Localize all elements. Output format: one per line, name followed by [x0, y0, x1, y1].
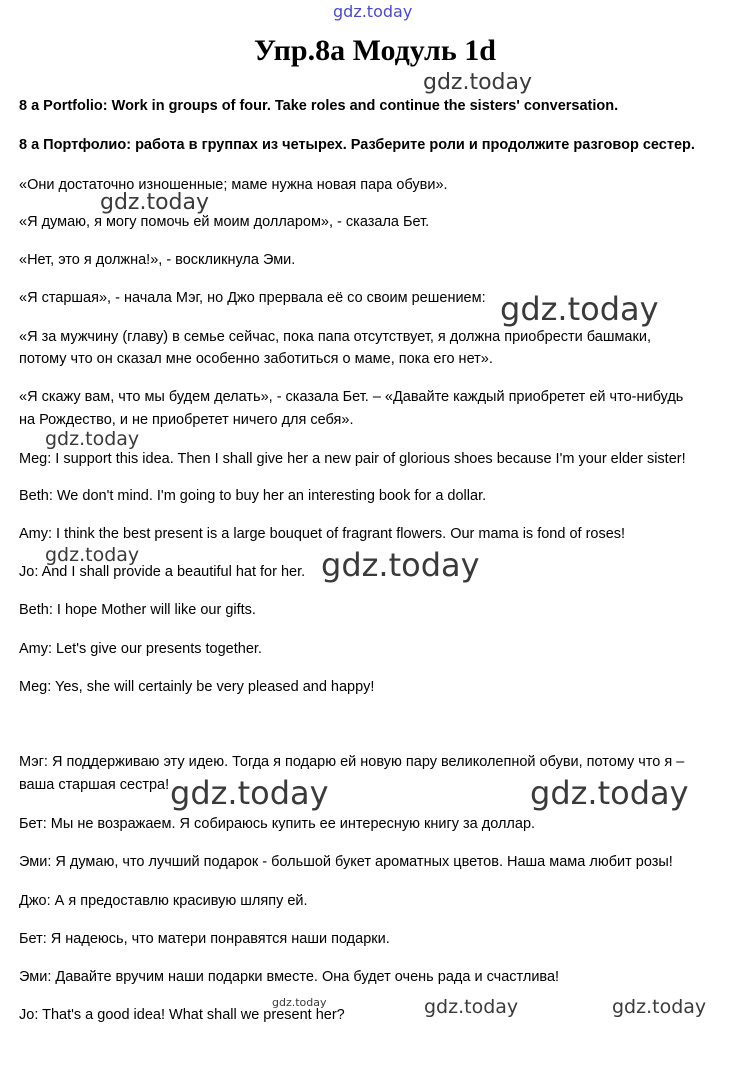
dialogue-line: Бет: Я надеюсь, что матери понравятся наши подарки.	[19, 931, 390, 947]
dialogue-line: Jo: That's a good idea! What shall we present her?	[19, 1007, 345, 1023]
watermark: gdz.today	[170, 774, 329, 812]
text-line: «Я скажу вам, что мы будем делать», - сказала Бет. – «Давайте каждый приобретет ей что-нибудь	[19, 389, 684, 405]
watermark: gdz.today	[272, 996, 327, 1009]
text-line: «Я за мужчину (главу) в семье сейчас, пока папа отсутствует, я должна приобрести башмаки,	[19, 329, 651, 345]
dialogue-line: Meg: I support this idea. Then I shall give her a new pair of glorious shoes because I'm your elder sister!	[19, 451, 686, 467]
text-line: «Я старшая», - начала Мэг, но Джо прервала её со своим решением:	[19, 290, 486, 306]
watermark: gdz.today	[100, 190, 210, 215]
dialogue-line: Beth: I hope Mother will like our gifts.	[19, 602, 256, 618]
page-title: Упр.8а Модуль 1d	[254, 34, 496, 67]
dialogue-line: Amy: I think the best present is a large bouquet of fragrant flowers. Our mama is fond of roses!	[19, 526, 626, 542]
watermark: gdz.today	[612, 996, 707, 1018]
dialogue-line: Эми: Я думаю, что лучший подарок - большой букет ароматных цветов. Наша мама любит розы!	[19, 854, 673, 870]
dialogue-line: Beth: We don't mind. I'm going to buy her an interesting book for a dollar.	[19, 488, 487, 504]
text-line: потому что он сказал мне особенно заботиться о маме, пока его нет».	[19, 351, 493, 367]
watermark: gdz.today	[424, 996, 519, 1018]
dialogue-line: Джо: А я предоставлю красивую шляпу ей.	[19, 893, 308, 909]
dialogue-line: Бет: Мы не возражаем. Я собираюсь купить ее интересную книгу за доллар.	[19, 816, 536, 832]
watermark: gdz.today	[45, 544, 140, 566]
text-line: «Нет, это я должна!», - воскликнула Эми.	[19, 252, 296, 268]
task-english: 8 a Portfolio: Work in groups of four. Take roles and continue the sisters' conversation.	[19, 98, 619, 114]
watermark: gdz.today	[333, 2, 413, 21]
watermark: gdz.today	[530, 774, 689, 812]
dialogue-line: Jo: And I shall provide a beautiful hat for her.	[19, 564, 306, 580]
task-russian: 8 а Портфолио: работа в группах из четырех. Разберите роли и продолжите разговор сестер.	[19, 137, 695, 153]
text-line: «Они достаточно изношенные; маме нужна новая пара обуви».	[19, 177, 448, 193]
text-line: на Рождество, и не приобретет ничего для себя».	[19, 412, 354, 428]
dialogue-line: Эми: Давайте вручим наши подарки вместе. Она будет очень рада и счастлива!	[19, 969, 560, 985]
dialogue-line: Мэг: Я поддерживаю эту идею. Тогда я подарю ей новую пару великолепной обуви, потому что я –	[19, 754, 685, 770]
watermark: gdz.today	[45, 428, 140, 450]
watermark: gdz.today	[423, 70, 533, 95]
text-line: «Я думаю, я могу помочь ей моим долларом», - сказала Бет.	[19, 214, 430, 230]
watermark: gdz.today	[321, 546, 480, 584]
dialogue-line: ваша старшая сестра!	[19, 777, 170, 793]
watermark: gdz.today	[500, 290, 659, 328]
dialogue-line: Amy: Let's give our presents together.	[19, 641, 262, 657]
dialogue-line: Meg: Yes, she will certainly be very pleased and happy!	[19, 679, 375, 695]
